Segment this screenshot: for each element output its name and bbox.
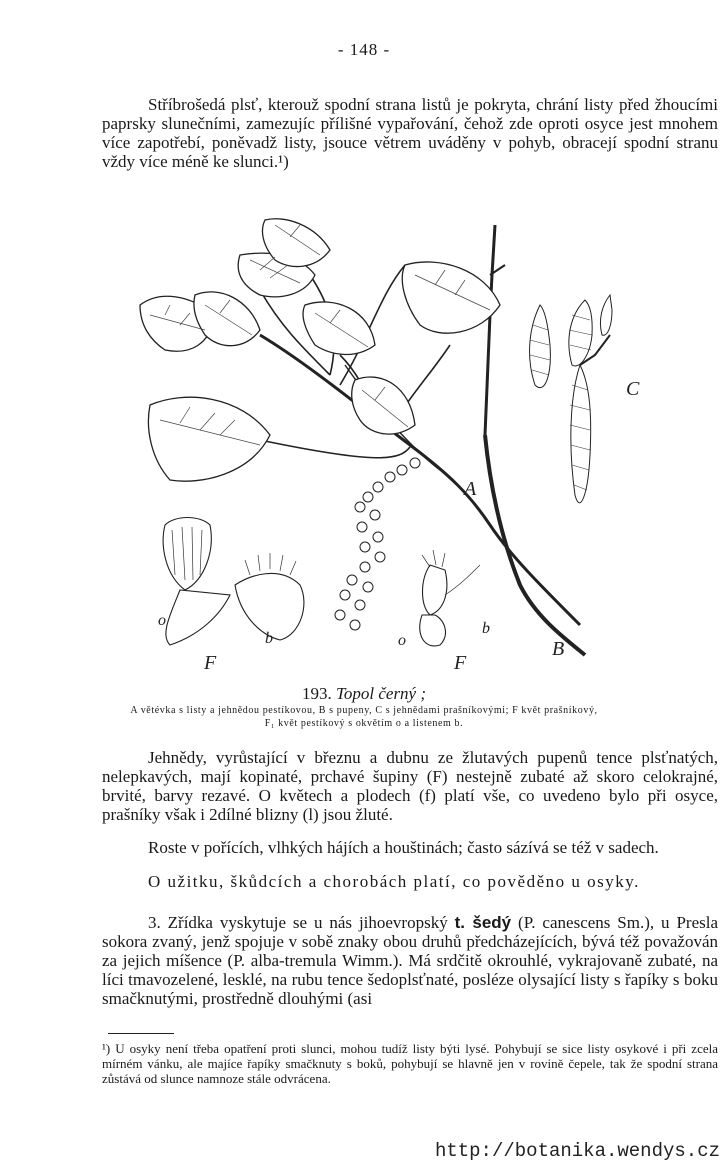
- figure-label-C: C: [626, 378, 640, 400]
- paragraph-habitat: Roste v pořících, vlhkých hájích a houštinách; často sázívá se též v sadech.: [148, 838, 659, 857]
- paragraph-grey-poplar: [102, 913, 718, 1008]
- paragraph-grey-poplar-rest: (P. canescens Sm.), u Presla sokora zvaný, jenž spojuje v sobě znaky obou druhů předcházejících, bývá též považován za jejich míšence (P. alba-tremula Wimm.). Má srdčitě okrouhlé, vykrajovaně zubaté, na líci tmavozelené, lesklé, na rubu tence šedoplsťnaté, posléze olysající listy s řapíky s boku smačknutými, prostředně dlouhými (asi: [102, 913, 719, 1008]
- footer-url[interactable]: http://botanika.wendys.cz: [434, 1140, 720, 1162]
- caption-line-2: F₁ květ pestíkový s okvětím o a listenem b.: [264, 718, 464, 729]
- paragraph-catkins: Jehnědy, vyrůstající v březnu a dubnu ze žlutavých pupenů tence plsťnatých, nelepkavých, mají kopinaté, prchavé šupiny (F) nestejně zubaté až skoro celokrajné, brvité, barvy rezavé. O květech a plodech (f) platí vše, co uvedeno bylo při osyce, prašníky však i 2dílné blizny (l) jsou žluté.: [102, 748, 718, 824]
- caption-number: 193.: [301, 684, 332, 703]
- figure-label-b1: b: [265, 630, 273, 647]
- footnote: ¹) U osyky není třeba opatření proti slunci, mohou tudíž listy býti lysé. Pohybují se sice listy osykové i při zcela mírném vánku, ale majíce řapíky smačknuty s boků, pohybují se hlavně jen v rovině čepele, tak že spodní strana zůstává od slunce namnoze stále odvrácena.: [102, 1041, 718, 1086]
- figure-label-o2: o: [398, 632, 406, 649]
- paragraph-grey-poplar-start: 3. Zřídka vyskytuje se u nás jihoevropský: [148, 913, 455, 932]
- figure-caption-title: [0, 684, 728, 704]
- footnote-divider: [108, 1033, 174, 1034]
- figure-label-B: B: [552, 638, 565, 660]
- figure-label-F1: F: [454, 652, 467, 674]
- figure-label-A: A: [464, 478, 477, 500]
- caption-line-1: A větévka s listy a jehnědou pestíkovou, B s pupeny, C s jehnědami prašníkovými; F květ prašníkový,: [130, 705, 598, 716]
- paragraph-use: O užitku, škůdcích a chorobách platí, co pověděno u osyky.: [148, 872, 640, 891]
- caption-species: Topol černý ;: [335, 684, 427, 703]
- species-name-bold: t. šedý: [454, 913, 512, 932]
- figure-label-o1: o: [158, 612, 166, 629]
- figure-label-F: F: [204, 652, 217, 674]
- botanical-illustration: [140, 195, 640, 685]
- page-number: - 148 -: [337, 40, 391, 59]
- figure-label-b2: b: [482, 620, 490, 637]
- paragraph-intro: Stříbrošedá plsť, kterouž spodní strana listů je pokryta, chrání listy před žhoucími paprsky slunečními, zamezujíc přílišné vypařování, čehož zde oproti osyce jest mnohem více zapotřebí, poněvadž listy, jsouce větrem uváděny v pohyb, obracejí spodní stranu vždy více méně ke slunci.¹): [102, 95, 718, 171]
